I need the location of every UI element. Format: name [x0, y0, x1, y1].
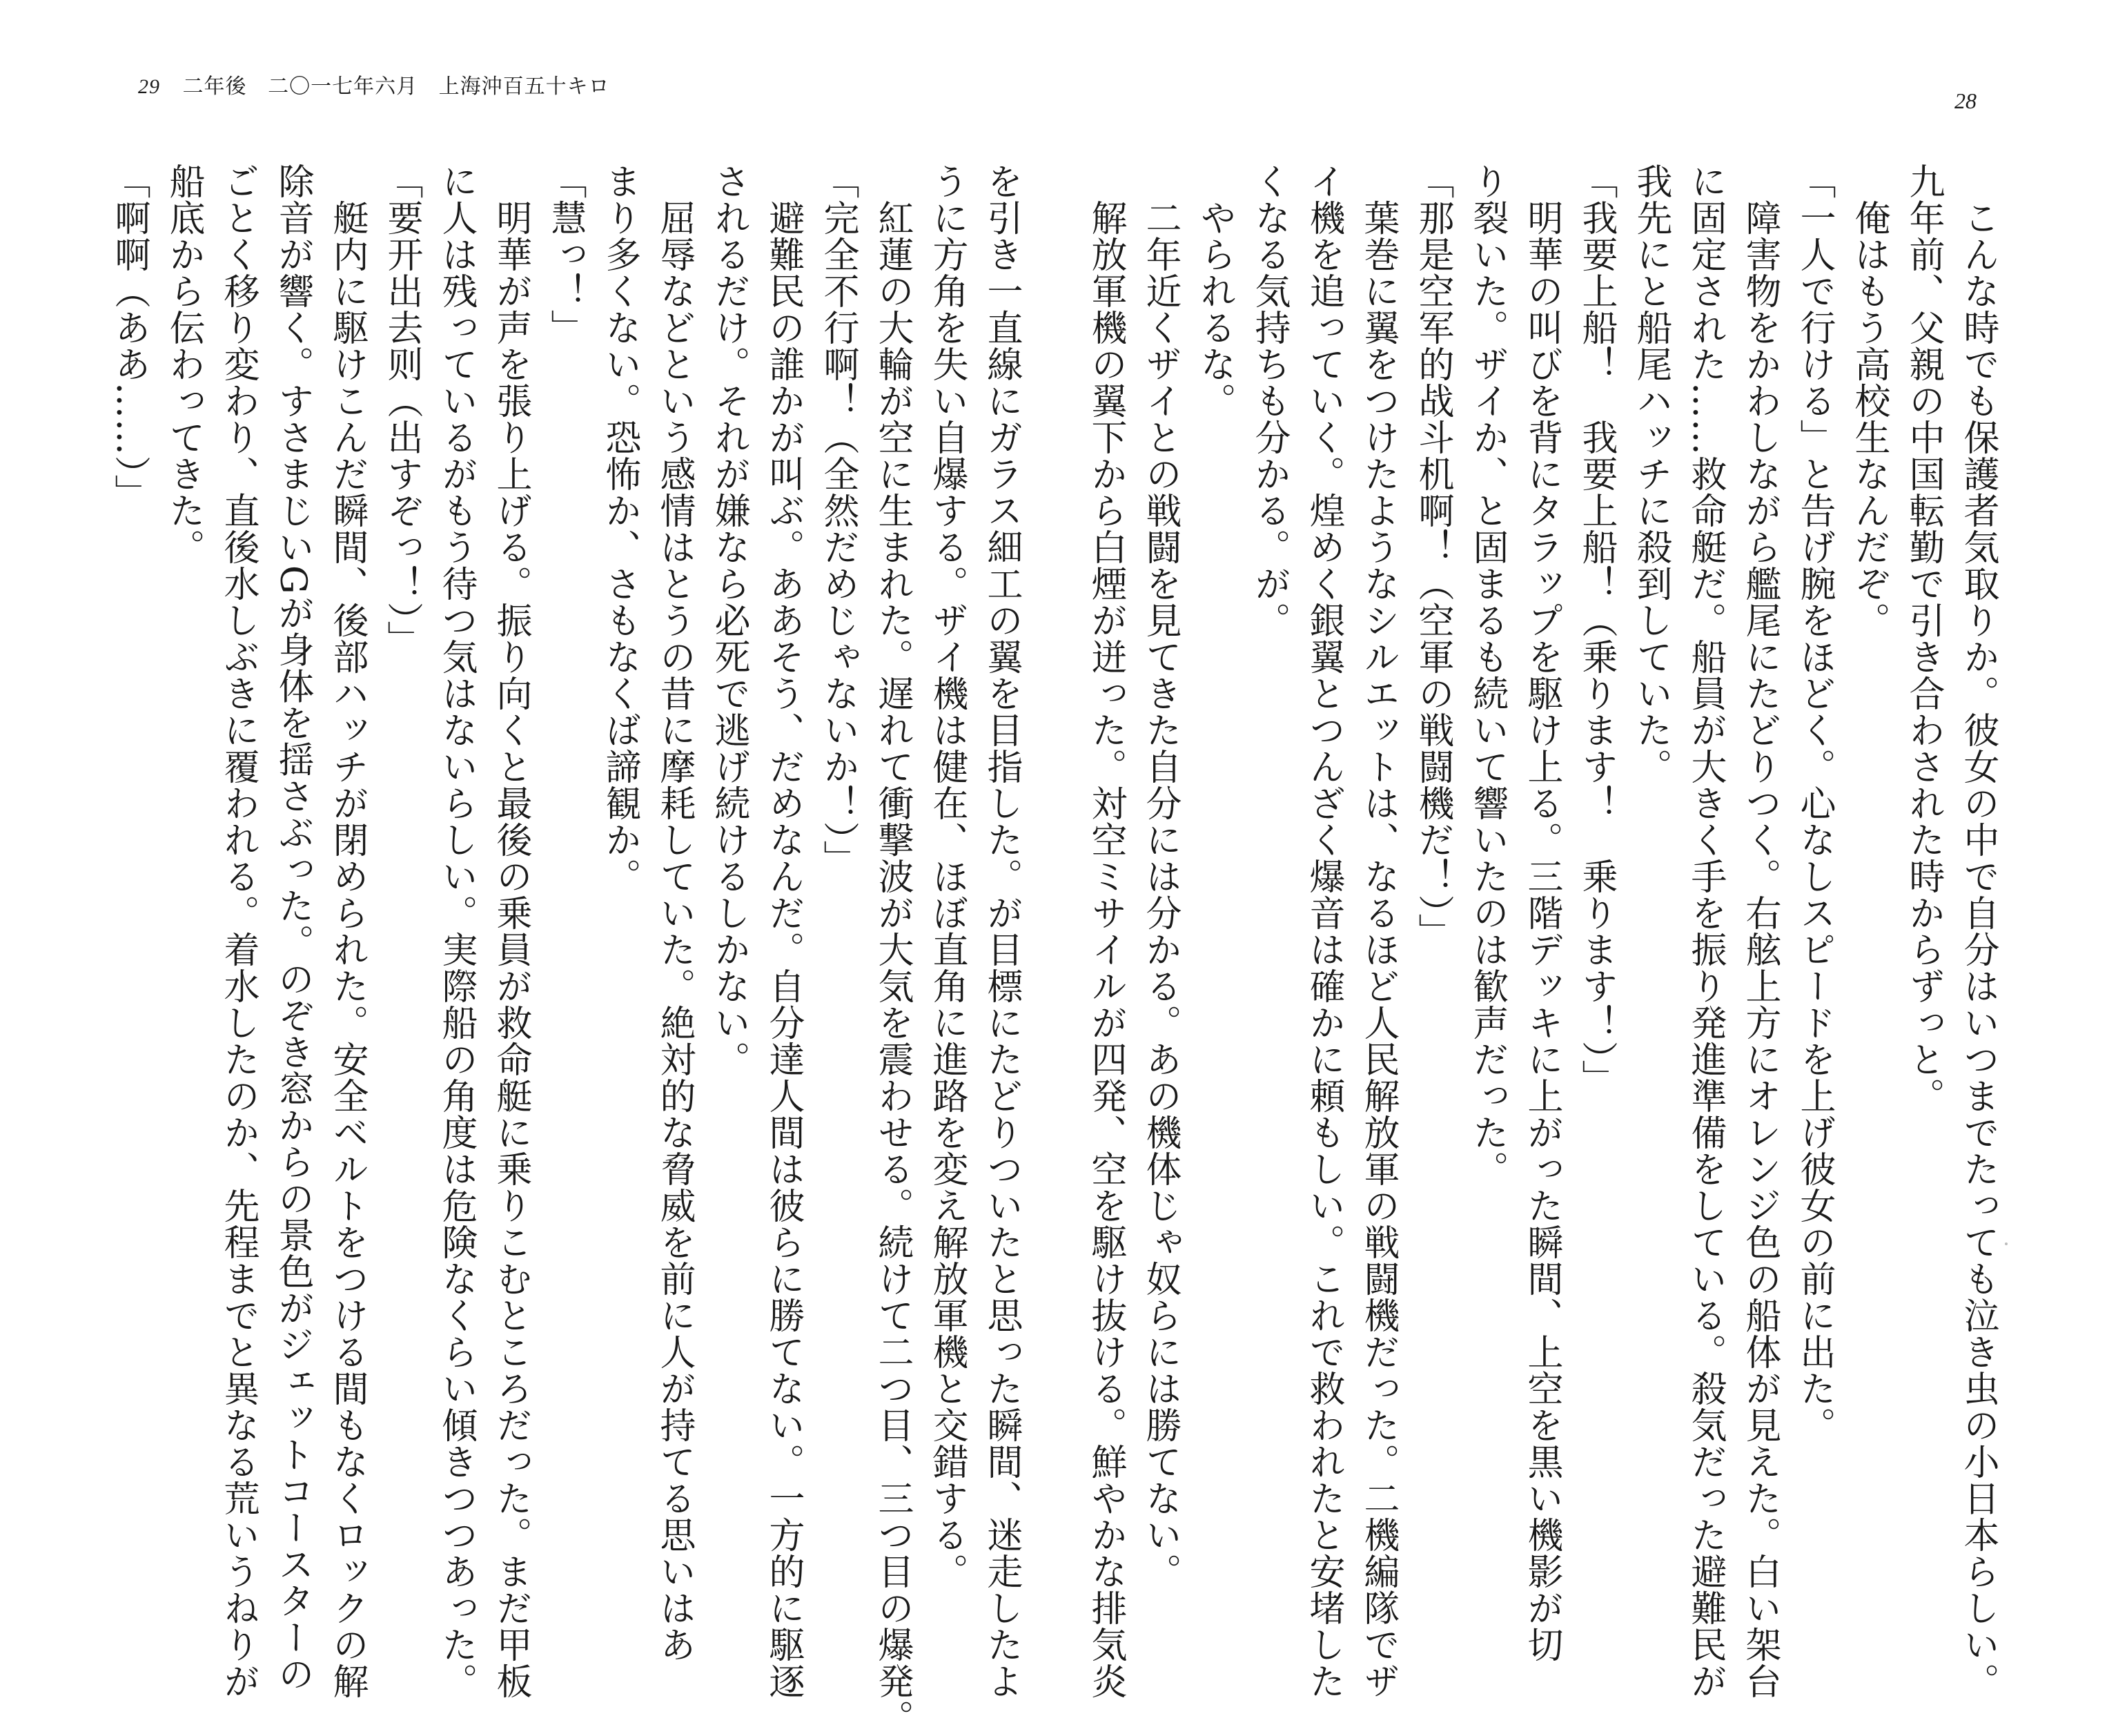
running-title-part: 二年後 — [182, 75, 247, 99]
text-line: 俺はもう高校生なんだぞ。 — [1848, 163, 1890, 638]
text-line: まり多くない。恐怖か、さもなくば諦観か。 — [599, 163, 640, 895]
right-page-number: 28 — [1954, 88, 1977, 113]
text-line: に固定された……救命艇だ。船員が大きく手を振り発進準備をしている。殺気だった避難民が — [1685, 163, 1726, 1699]
text-line: くなる気持ちも分かる。が。 — [1248, 163, 1290, 638]
text-line: されるだけ。それが嫌なら必死で逃げ続けるしかない。 — [708, 163, 749, 1077]
running-header — [138, 69, 624, 99]
text-line: 「一人で行ける」と告げ腕をほどく。心なしスピードを上げ彼女の前に出た。 — [1794, 163, 1835, 1443]
text-line: イ機を追っていく。煌めく銀翼とつんざく爆音は確かに頼もしい。これで救われたと安堵した — [1303, 163, 1344, 1699]
text-line: 「完全不行啊！（全然だめじゃないか！）」 — [817, 163, 859, 877]
text-line: に人は残っているがもう待つ気はないらしい。実際船の角度は危険なくらい傾きつつあった。 — [435, 163, 477, 1699]
text-line: 「我要上船！ 我要上船！（乗ります！ 乗ります！）」 — [1576, 163, 1617, 1096]
text-line: 二年近くザイとの戦闘を見てきた自分には分かる。あの機体じゃ奴らには勝てない。 — [1139, 163, 1181, 1590]
text-line: 「要开出去则（出すぞっ！）」 — [381, 163, 422, 657]
running-title-part: 上海沖百五十キロ — [438, 75, 610, 99]
text-line: 避難民の誰かが叫ぶ。ああそう、だめなんだ。自分達人間は彼らに勝てない。一方的に駆逐 — [763, 163, 804, 1699]
scan-speck — [2005, 1242, 2008, 1245]
text-line: 我先にと船尾ハッチに殺到していた。 — [1630, 163, 1672, 785]
running-title-part: 二〇一七年六月 — [268, 75, 418, 99]
right-page-body — [1085, 163, 2005, 1699]
text-line: 障害物をかわしながら艦尾にたどりつく。右舷上方にオレンジ色の船体が見えた。白い架台 — [1739, 163, 1781, 1699]
left-page-body — [108, 163, 1028, 1736]
text-line: やられるな。 — [1194, 163, 1235, 419]
text-line: 屈辱などという感情はとうの昔に摩耗していた。絶対的な脅威を前に人が持てる思いはあ — [654, 163, 695, 1663]
text-line: 除音が響く。すさまじいGが身体を揺さぶった。のぞき窓からの景色がジェットコースターの — [272, 163, 313, 1693]
text-line: 明華の叫びを背にタラップを駆け上る。三階デッキに上がった瞬間、上空を黒い機影が切 — [1521, 163, 1562, 1663]
text-line: 「啊啊（ああ……）」 — [108, 163, 150, 511]
text-line: 船底から伝わってきた。 — [163, 163, 204, 565]
text-line: 「那是空军的战斗机啊！（空軍の戦闘機だ！）」 — [1412, 163, 1453, 950]
text-line: 艇内に駆けこんだ瞬間、後部ハッチが閉められた。安全ベルトをつける間もなくロックの解 — [326, 163, 368, 1699]
text-line: 「慧っ！」 — [545, 163, 586, 346]
text-line: 紅蓮の大輪が空に生まれた。遅れて衝撃波が大気を震わせる。続けて二つ目、三つ目の爆発。 — [872, 163, 913, 1736]
text-line: うに方角を失い自爆する。ザイ機は健在、ほぼ直角に進路を変え解放軍機と交錯する。 — [926, 163, 968, 1590]
text-line: 解放軍機の翼下から白煙が迸った。対空ミサイルが四発、空を駆け抜ける。鮮やかな排気炎 — [1085, 163, 1126, 1699]
text-line: り裂いた。ザイか、と固まるも続いて響いたのは歓声だった。 — [1467, 163, 1508, 1187]
text-line: 九年前、父親の中国転勤で引き合わされた時からずっと。 — [1903, 163, 1944, 1114]
text-line: を引き一直線にガラス細工の翼を目指した。が目標にたどりついたと思った瞬間、迷走したよ — [981, 163, 1022, 1699]
text-line: こんな時でも保護者気取りか。彼女の中で自分はいつまでたっても泣き虫の小日本らしい。 — [1957, 163, 1999, 1699]
text-line: 明華が声を張り上げる。振り向くと最後の乗員が救命艇に乗りこむところだった。まだ甲板 — [490, 163, 531, 1699]
left-page-number: 29 — [138, 75, 160, 98]
text-line: 葉巻に翼をつけたようなシルエットは、なるほど人民解放軍の戦闘機だった。二機編隊でザ — [1357, 163, 1399, 1699]
text-line: ごとく移り変わり、直後水しぶきに覆われる。着水したのか、先程までと異なる荒いうねりが — [217, 163, 259, 1699]
